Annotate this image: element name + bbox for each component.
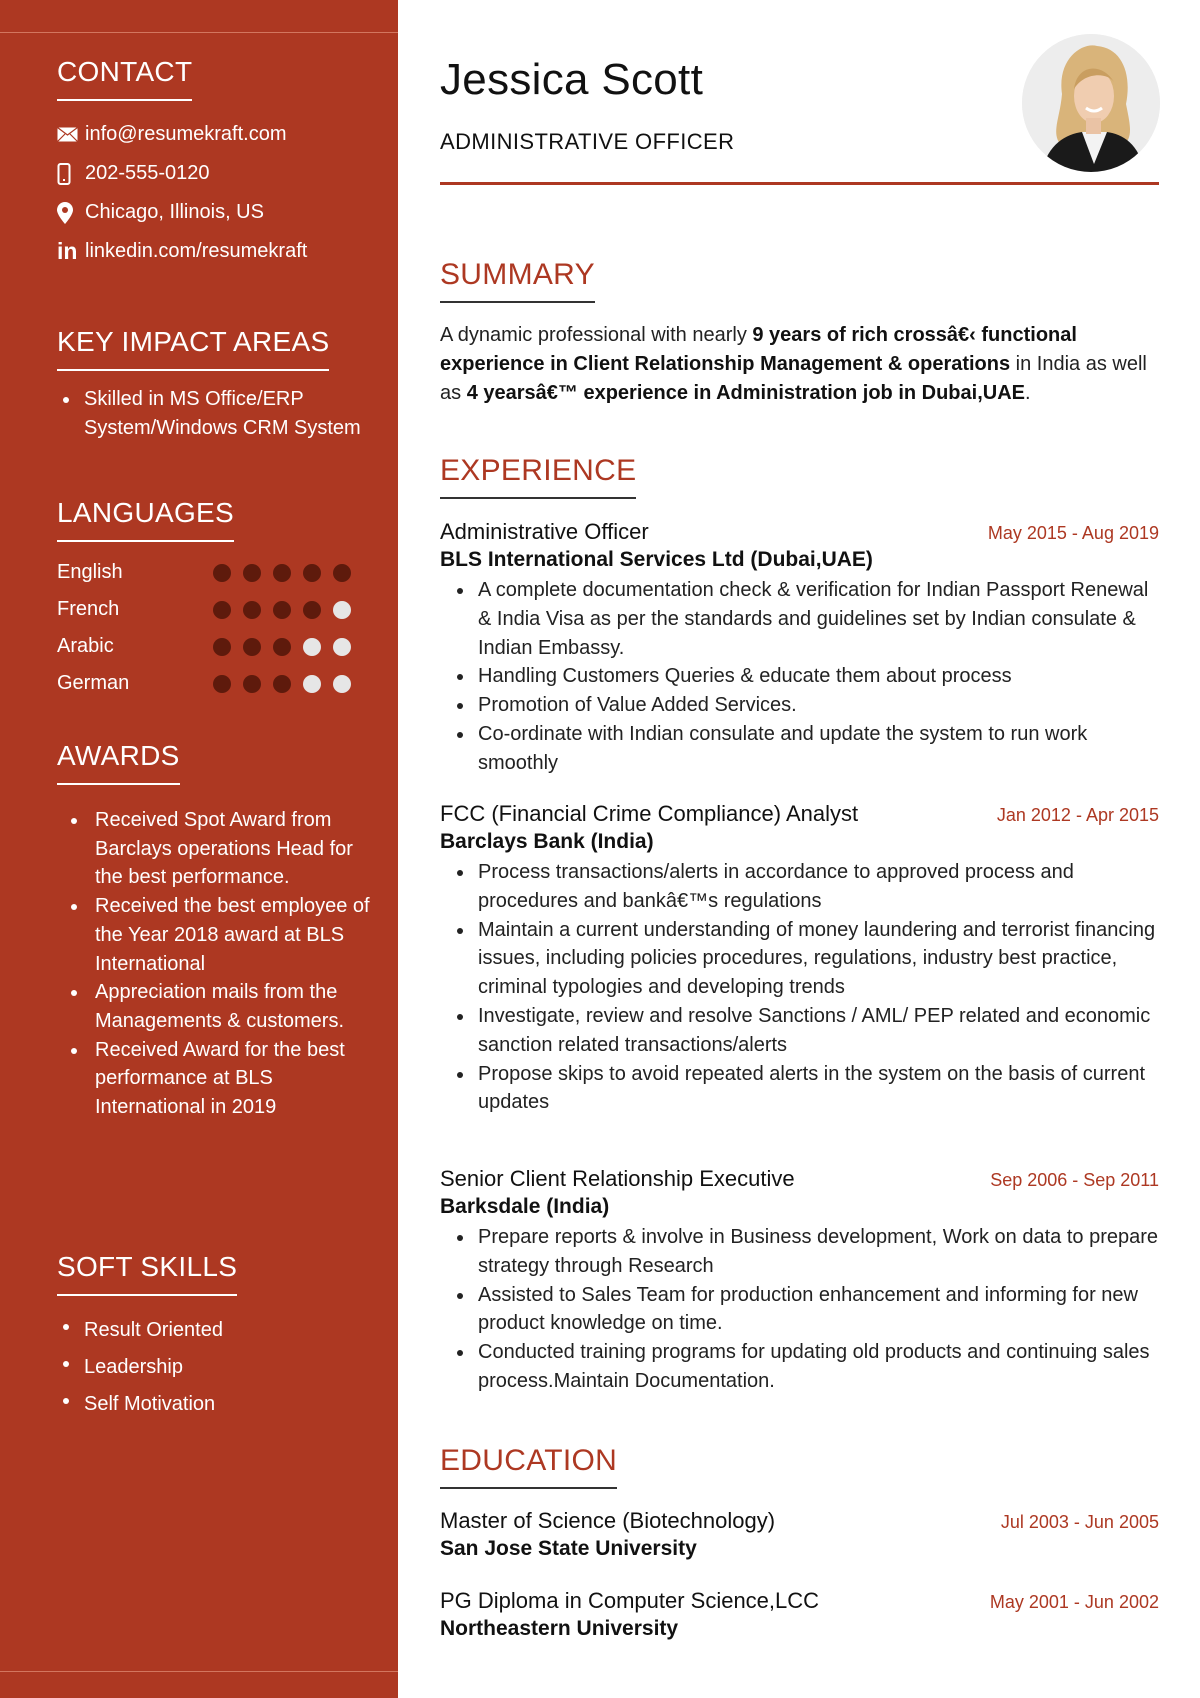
soft-skills-section (57, 1250, 378, 1423)
contact-linkedin[interactable] (57, 232, 378, 271)
language-row (57, 665, 378, 702)
contact-location (57, 193, 378, 232)
company: Barksdale (India) (440, 1195, 610, 1218)
job-title: Administrative Officer (440, 519, 649, 544)
company: Barclays Bank (India) (440, 830, 654, 853)
contact-text: linkedin.com/resumekraft (85, 240, 308, 262)
list-item: Prepare reports & involve in Business development, Work on data to prepare strategy through Research (440, 1223, 1159, 1281)
list-item: A complete documentation check & verification for Indian Passport Renewal & India Visa as per the standards and guidelines set by Indian consulate & Indian Embassy. (440, 576, 1159, 662)
job-title: ADMINISTRATIVE OFFICER (440, 129, 735, 154)
job-date: Sep 2006 - Sep 2011 (990, 1170, 1159, 1190)
awards-section (57, 739, 378, 1122)
section-heading: SOFT SKILLS (57, 1250, 237, 1296)
contact-email[interactable] (57, 115, 378, 154)
list-item: Process transactions/alerts in accordance to approved process and procedures and bankâ€™s regulations (440, 858, 1159, 916)
proficiency-dot-filled (243, 675, 261, 693)
phone-icon (57, 163, 85, 185)
proficiency-dot-empty (333, 675, 351, 693)
summary-highlight: 9 years of rich crossâ€‹ functional experience in Client Relationship Management & operations (440, 324, 1077, 375)
proficiency-dot-empty (333, 601, 351, 619)
proficiency-dot-filled (303, 601, 321, 619)
list-item: Assisted to Sales Team for production enhancement and informing for new product knowledge on time. (440, 1281, 1159, 1339)
header-divider (440, 182, 1159, 185)
list-item: Received the best employee of the Year 2018 award at BLS International (57, 892, 378, 978)
list-item: Conducted training programs for updating old products and continuing sales process.Maintain Documentation. (440, 1338, 1159, 1396)
divider (0, 32, 398, 33)
job-entry (440, 800, 1159, 1117)
list-item: Maintain a current understanding of money laundering and terrorist financing issues, including policies procedures, regulations, industry best practice, criminal typologies and developing trends (440, 916, 1159, 1002)
list-item: Appreciation mails from the Managements & customers. (57, 978, 378, 1035)
job-date: Jan 2012 - Apr 2015 (996, 805, 1159, 825)
language-name: Arabic (57, 635, 114, 657)
list-item: Handling Customers Queries & educate them about process (440, 662, 1159, 691)
proficiency-dot-filled (213, 564, 231, 582)
list-item: Investigate, review and resolve Sanctions / AML/ PEP related and economic sanction related transactions/alerts (440, 1002, 1159, 1060)
contact-text: info@resumekraft.com (85, 123, 287, 145)
divider (0, 1671, 398, 1672)
proficiency-dot-filled (213, 601, 231, 619)
envelope-icon (57, 127, 85, 142)
school: Northeastern University (440, 1617, 679, 1640)
proficiency-dot-filled (213, 638, 231, 656)
contact-phone (57, 154, 378, 193)
language-row (57, 628, 378, 665)
proficiency-dot-filled (333, 564, 351, 582)
education-date: May 2001 - Jun 2002 (989, 1592, 1159, 1612)
summary-highlight: 4 yearsâ€™ experience in Administration job in Dubai,UAE (466, 382, 1025, 404)
language-name: French (57, 598, 120, 620)
list-item: Received Spot Award from Barclays operations Head for the best performance. (57, 806, 378, 892)
proficiency-dot-empty (333, 638, 351, 656)
job-date: May 2015 - Aug 2019 (987, 523, 1159, 543)
list-item: Self Motivation (57, 1386, 378, 1423)
language-row (57, 591, 378, 628)
contact-text: 202-555-0120 (85, 162, 210, 184)
section-heading: EDUCATION (440, 1443, 617, 1489)
proficiency-dot-filled (243, 564, 261, 582)
proficiency-dot-filled (243, 638, 261, 656)
degree: PG Diploma in Computer Science,LCC (440, 1588, 820, 1613)
section-heading: EXPERIENCE (440, 453, 636, 499)
language-name: English (57, 561, 123, 583)
job-title: FCC (Financial Crime Compliance) Analyst (440, 801, 859, 826)
job-entry (440, 1165, 1159, 1396)
language-name: German (57, 672, 130, 694)
school: San Jose State University (440, 1537, 697, 1560)
job-entry (440, 518, 1159, 778)
section-heading: LANGUAGES (57, 496, 234, 542)
education-entry (440, 1587, 1159, 1643)
languages-section (57, 496, 378, 702)
proficiency-dot-empty (303, 638, 321, 656)
degree: Master of Science (Biotechnology) (440, 1508, 776, 1533)
summary-text (440, 321, 1159, 408)
list-item: Promotion of Value Added Services. (440, 691, 1159, 720)
proficiency-dot-empty (303, 675, 321, 693)
key-impact-section (57, 325, 378, 442)
candidate-name: Jessica Scott (440, 55, 704, 104)
section-heading: SUMMARY (440, 257, 595, 303)
job-title: Senior Client Relationship Executive (440, 1166, 795, 1191)
proficiency-dot-filled (273, 564, 291, 582)
list-item: Propose skips to avoid repeated alerts in the system on the basis of current updates (440, 1060, 1159, 1118)
proficiency-dot-filled (303, 564, 321, 582)
list-item: Leadership (57, 1349, 378, 1386)
list-item: Co-ordinate with Indian consulate and update the system to run work smoothly (440, 720, 1159, 778)
proficiency-dot-filled (273, 601, 291, 619)
contact-text: Chicago, Illinois, US (85, 201, 264, 223)
map-pin-icon (57, 202, 85, 224)
profile-photo (1022, 34, 1160, 172)
list-item: Received Award for the best performance at BLS International in 2019 (57, 1036, 378, 1122)
company: BLS International Services Ltd (Dubai,UAE) (440, 548, 873, 571)
education-date: Jul 2003 - Jun 2005 (1000, 1512, 1159, 1532)
contact-section (57, 55, 378, 271)
proficiency-dot-filled (243, 601, 261, 619)
summary-part: . (1025, 382, 1031, 404)
section-heading: KEY IMPACT AREAS (57, 325, 329, 371)
proficiency-dot-filled (273, 675, 291, 693)
sidebar (0, 0, 398, 1698)
language-row (57, 554, 378, 591)
linkedin-icon: in (57, 238, 78, 264)
education-entry (440, 1507, 1159, 1563)
proficiency-dot-filled (273, 638, 291, 656)
section-heading: AWARDS (57, 739, 180, 785)
proficiency-dot-filled (213, 675, 231, 693)
section-heading: CONTACT (57, 55, 192, 101)
summary-part: A dynamic professional with nearly (440, 324, 753, 346)
list-item: Result Oriented (57, 1312, 378, 1349)
summary-part: in India as well as (440, 353, 1147, 404)
list-item: Skilled in MS Office/ERP System/Windows CRM System (57, 385, 378, 442)
